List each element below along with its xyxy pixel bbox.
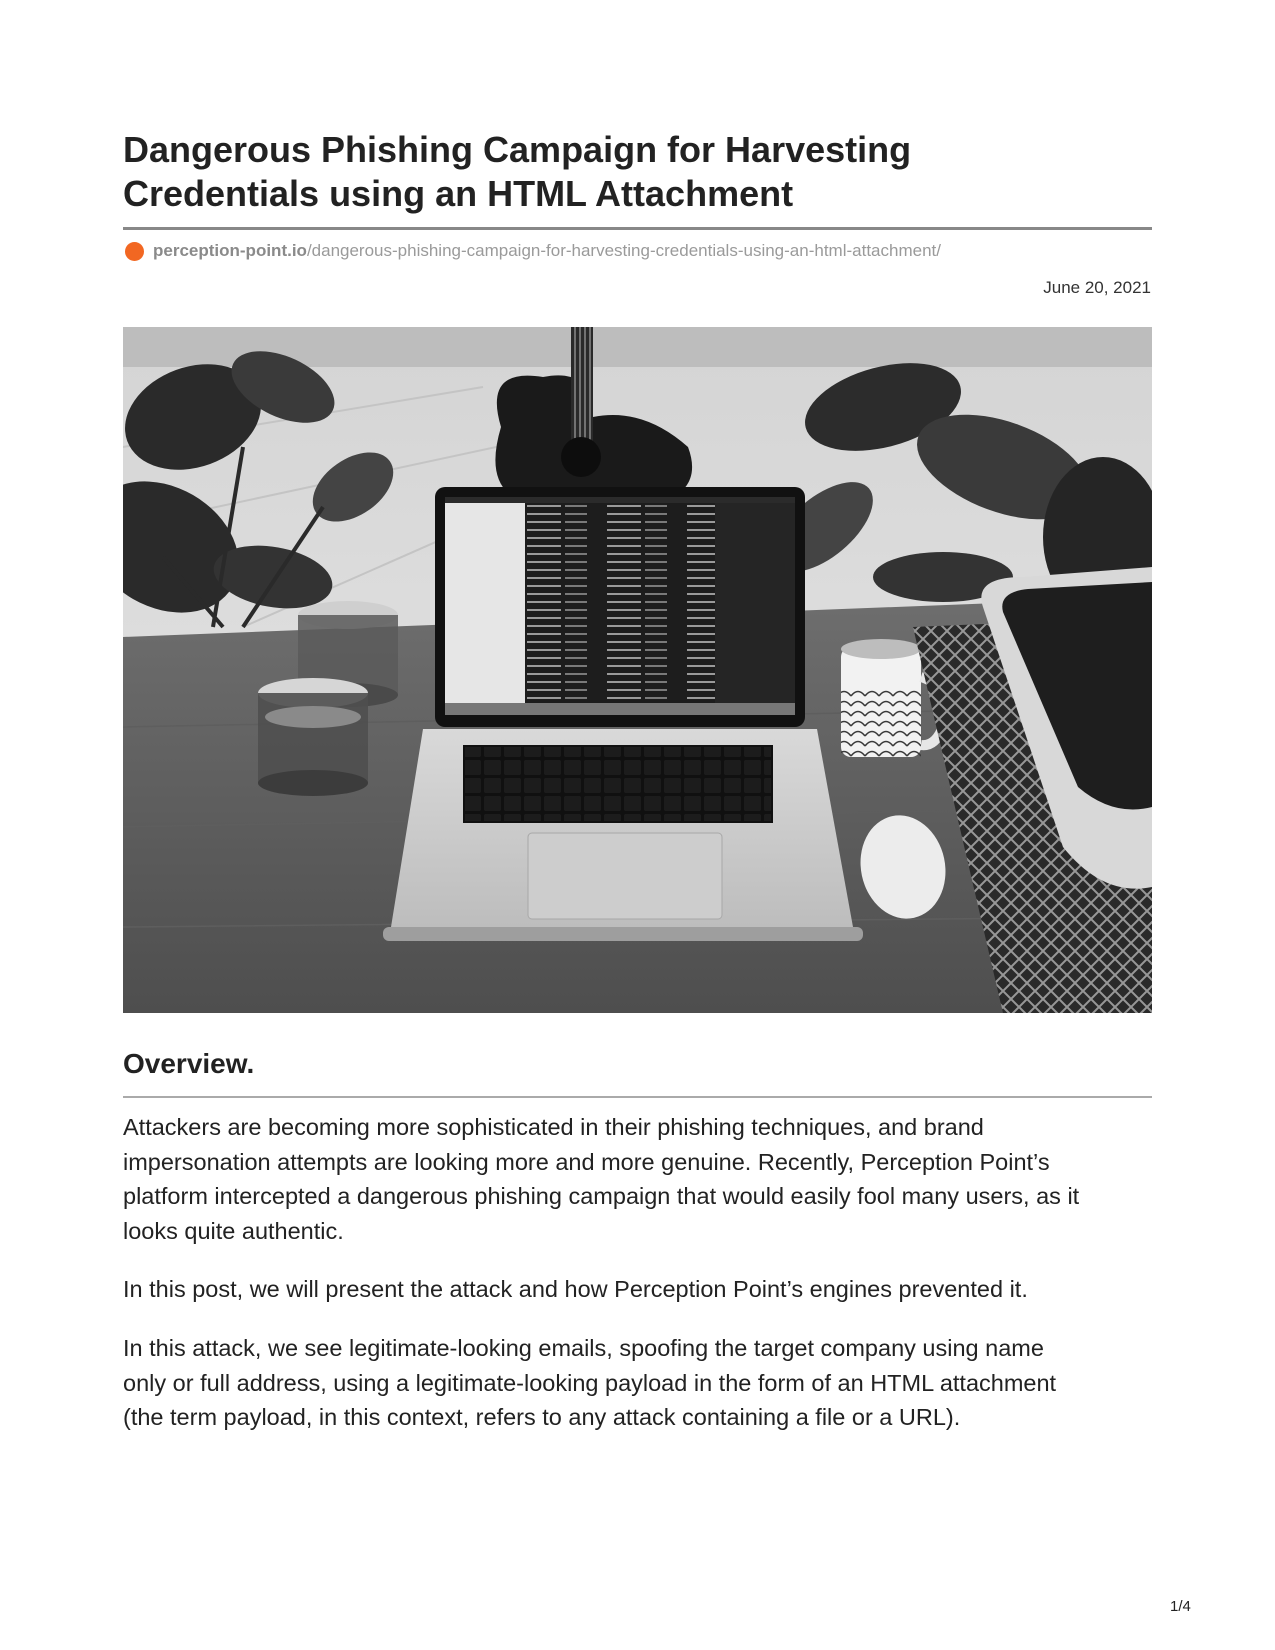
paragraph-line: looks quite authentic. <box>123 1217 344 1244</box>
paragraph-line: only or full address, using a legitimate-looking payload in the form of an HTML attachment <box>123 1369 1057 1396</box>
source-path: /dangerous-phishing-campaign-for-harvesting-credentials-using-an-html-attachment/ <box>306 241 941 260</box>
hero-photo-laptop-desk <box>123 327 1152 1013</box>
article-title-line: Dangerous Phishing Campaign for Harvesting <box>123 129 912 170</box>
paragraph-line: impersonation attempts are looking more and more genuine. Recently, Perception Point’s <box>123 1148 1050 1175</box>
laptop <box>383 487 863 941</box>
paragraph-line: In this post, we will present the attack and how Perception Point’s engines prevented it. <box>123 1276 1028 1302</box>
title-divider <box>123 227 1152 230</box>
paragraph <box>123 1272 1153 1307</box>
article-title-line: Credentials using an HTML Attachment <box>123 173 794 214</box>
paragraph-line: (the term payload, in this context, refers to any attack containing a file or a URL). <box>123 1404 961 1430</box>
paragraph-line: platform intercepted a dangerous phishing campaign that would easily fool many users, as it <box>123 1183 1080 1209</box>
source-link[interactable] <box>125 240 941 262</box>
paragraph <box>123 1331 1153 1435</box>
paragraph-line: In this attack, we see legitimate-looking emails, spoofing the target company using name <box>123 1335 1044 1361</box>
source-favicon-icon <box>125 242 144 261</box>
section-divider <box>123 1096 1152 1098</box>
paragraph-line: Attackers are becoming more sophisticated in their phishing techniques, and brand <box>123 1114 984 1140</box>
page-number: 1/4 <box>1170 1598 1191 1615</box>
source-domain: perception-point.io <box>153 241 307 260</box>
publish-date: June 20, 2021 <box>1043 278 1151 297</box>
section-heading-overview: Overview. <box>123 1048 255 1079</box>
hero-image <box>123 327 1152 1013</box>
paragraph <box>123 1110 1153 1248</box>
article-title <box>123 128 1143 216</box>
